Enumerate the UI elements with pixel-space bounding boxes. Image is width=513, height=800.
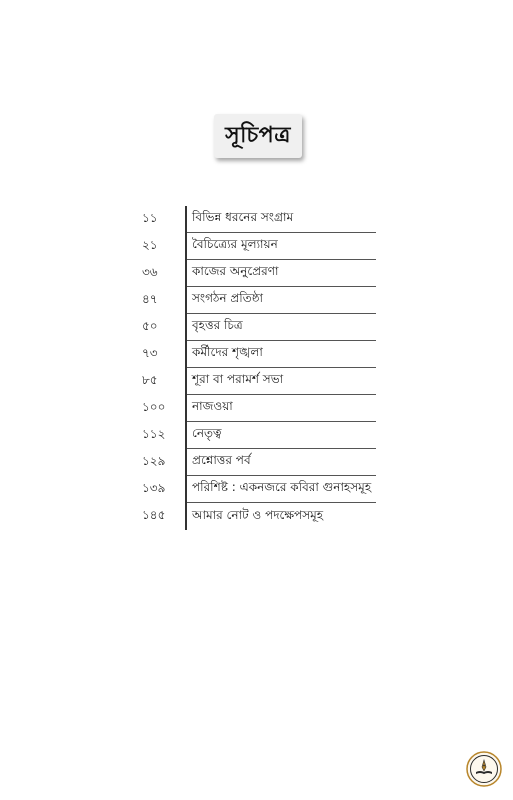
toc-row [140,206,376,233]
toc-page-number: ১১২ [142,426,166,441]
toc-row [140,260,376,287]
toc-separator [185,206,187,233]
toc-row [140,422,376,449]
title-box [214,114,302,158]
toc-chapter-title: বিভিন্ন ধরনের সংগ্রাম [186,206,376,233]
toc-chapter-title: পরিশিষ্ট : একনজরে কবিরা গুনাহসমূহ [186,476,376,503]
toc-chapter-title: প্রশ্নোত্তর পর্ব [186,449,376,476]
toc-page-number: ১০০ [142,399,166,414]
toc-separator [185,314,187,341]
publisher-logo [466,751,502,787]
toc-chapter-title: শূরা বা পরামর্শ সভা [186,368,376,395]
toc-page-number: ১১ [142,210,158,225]
toc-page-number: ১২৯ [142,453,166,468]
toc-separator [185,422,187,449]
toc-chapter-title: নাজওয়া [186,395,376,422]
toc-row [140,314,376,341]
toc-separator [185,476,187,503]
toc-chapter-title: বৃহত্তর চিত্র [186,314,376,341]
toc-page-number: ২১ [142,237,158,252]
toc-row [140,233,376,260]
toc-separator [185,341,187,368]
toc-page-number: ১৪৫ [142,507,166,522]
toc-separator [185,233,187,260]
toc-chapter-title: নেতৃত্ব [186,422,376,449]
toc-page-number: ৩৬ [142,264,158,279]
toc-page-number: ৮৫ [142,372,158,387]
toc-page-number: ৭৩ [142,345,158,360]
toc-separator [185,368,187,395]
toc-row [140,503,376,530]
toc-page-number: ১৩৯ [142,480,166,495]
toc-row [140,449,376,476]
toc-page-number: ৫০ [142,318,158,333]
toc-separator [185,395,187,422]
toc-chapter-title: সংগঠন প্রতিষ্ঠা [186,287,376,314]
toc-row [140,395,376,422]
toc-chapter-title: আমার নোট ও পদক্ষেপসমূহ [192,507,324,522]
toc-row [140,368,376,395]
toc-separator [185,260,187,287]
toc-chapter-title: কাজের অনুপ্রেরণা [186,260,376,287]
toc-separator [185,287,187,314]
toc-chapter-title: কর্মীদের শৃঙ্খলা [186,341,376,368]
page-title: সূচিপত্র [225,121,291,148]
toc-separator [185,503,187,530]
toc-separator [185,449,187,476]
toc-row [140,476,376,503]
table-of-contents [140,206,376,530]
toc-page-number: ৪৭ [142,291,158,306]
toc-row [140,287,376,314]
toc-row [140,341,376,368]
toc-chapter-title: বৈচিত্র্যের মূল্যায়ন [186,233,376,260]
